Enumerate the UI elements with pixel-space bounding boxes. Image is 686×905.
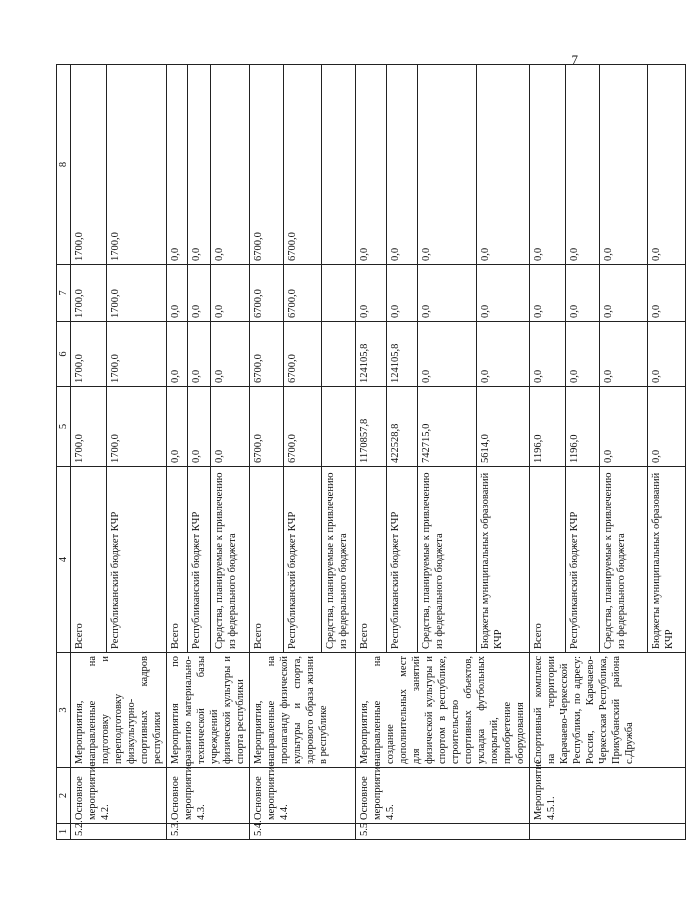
value-cell-5: 1700,0 [71,387,107,467]
value-cell-8: 1700,0 [71,65,107,265]
event-name-cell: Основное мероприятие 4.2. [71,768,167,824]
rotated-table-wrapper [56,64,675,840]
event-description-cell: Мероприятия по развитию материально-технической базы учреждений физической культуры и спорта республики [167,653,250,768]
event-description-cell: Мероприятия, направленные на пропаганду физической культуры и спорта, здорового образа жизни в республике [250,653,356,768]
value-cell-5: 1170857,8 [356,387,387,467]
value-cell-5: 1196,0 [530,387,566,467]
value-cell-7: 0,0 [167,265,188,322]
value-cell-8: 6700,0 [284,65,322,265]
page-number: 7 [571,52,578,67]
table-row [530,65,566,840]
value-cell-7: 0,0 [648,265,686,322]
value-cell-6: 0,0 [418,322,477,387]
value-cell-6: 0,0 [476,322,529,387]
value-cell-6: 0,0 [566,322,600,387]
funding-source-cell: Средства, планируемые к привлечению из федерального бюджета [210,467,249,653]
value-cell-7: 0,0 [387,265,418,322]
event-description-cell: Мероприятия, направленные на подготовку и переподготовку физкультурно-спортивных кадров республики [71,653,167,768]
funding-source-cell: Республиканский бюджет КЧР [107,467,167,653]
value-cell-6 [322,322,356,387]
value-cell-6: 6700,0 [284,322,322,387]
value-cell-8: 1700,0 [107,65,167,265]
value-cell-6: 0,0 [648,322,686,387]
value-cell-7 [322,265,356,322]
value-cell-7: 0,0 [210,265,249,322]
funding-source-cell: Бюджеты муниципальных образований КЧР [648,467,686,653]
row-number-cell: 5.5 [356,824,530,840]
budget-table [56,64,686,840]
value-cell-8: 0,0 [476,65,529,265]
value-cell-5: 0,0 [648,387,686,467]
value-cell-6: 0,0 [530,322,566,387]
column-header: 8 [57,65,71,265]
value-cell-8: 0,0 [187,65,210,265]
row-number-cell: 5.2. [71,824,167,840]
column-header: 1 [57,824,71,840]
funding-source-cell: Всего [250,467,284,653]
funding-source-cell: Всего [530,467,566,653]
value-cell-5: 5614,0 [476,387,529,467]
value-cell-8: 0,0 [600,65,648,265]
value-cell-5: 0,0 [210,387,249,467]
value-cell-8: 0,0 [210,65,249,265]
value-cell-5: 0,0 [600,387,648,467]
funding-source-cell: Средства, планируемые к привлечению из федерального бюджета [322,467,356,653]
funding-source-cell: Республиканский бюджет КЧР [187,467,210,653]
funding-source-cell: Республиканский бюджет КЧР [387,467,418,653]
funding-source-cell: Средства, планируемые к привлечению из федерального бюджета [600,467,648,653]
table-row [356,65,387,840]
funding-source-cell: Средства, планируемые к привлечению из федерального бюджета [418,467,477,653]
value-cell-6: 1700,0 [71,322,107,387]
value-cell-6: 0,0 [187,322,210,387]
value-cell-7: 0,0 [600,265,648,322]
value-cell-7: 0,0 [476,265,529,322]
funding-source-cell: Всего [356,467,387,653]
event-name-cell: Мероприятие 4.5.1. [530,768,686,824]
value-cell-7: 0,0 [566,265,600,322]
value-cell-8: 0,0 [418,65,477,265]
funding-source-cell: Республиканский бюджет КЧР [566,467,600,653]
event-name-cell: Основное мероприятие 4.3. [167,768,250,824]
value-cell-6: 124105,8 [387,322,418,387]
column-header: 5 [57,387,71,467]
event-description-cell: Спортивный комплекс на территории Карачаево-Черкесской Республики, по адресу: Россия, Карачаево-Черкесская Республика, Прикубанский района с.Дружба [530,653,686,768]
value-cell-7: 6700,0 [250,265,284,322]
value-cell-7: 6700,0 [284,265,322,322]
table-row [250,65,284,840]
value-cell-6: 1700,0 [107,322,167,387]
value-cell-5: 422528,8 [387,387,418,467]
value-cell-7: 0,0 [530,265,566,322]
value-cell-8: 0,0 [167,65,188,265]
value-cell-8: 0,0 [648,65,686,265]
column-header: 4 [57,467,71,653]
column-header: 3 [57,653,71,768]
value-cell-6: 6700,0 [250,322,284,387]
value-cell-8: 0,0 [566,65,600,265]
value-cell-6: 0,0 [210,322,249,387]
column-header: 7 [57,265,71,322]
value-cell-5: 1700,0 [107,387,167,467]
table-row [71,65,107,840]
row-number-cell: 5.4. [250,824,356,840]
value-cell-8: 0,0 [356,65,387,265]
funding-source-cell: Всего [71,467,107,653]
value-cell-5: 6700,0 [284,387,322,467]
value-cell-6: 0,0 [167,322,188,387]
value-cell-5: 742715,0 [418,387,477,467]
value-cell-5: 1196,0 [566,387,600,467]
row-number-cell: 5.3. [167,824,250,840]
funding-source-cell: Республиканский бюджет КЧР [284,467,322,653]
value-cell-7: 0,0 [187,265,210,322]
funding-source-cell: Бюджеты муниципальных образований КЧР [476,467,529,653]
header-row [57,65,71,840]
event-name-cell: Основное мероприятие 4.4. [250,768,356,824]
value-cell-7: 0,0 [418,265,477,322]
row-number-cell [530,824,686,840]
value-cell-6: 124105,8 [356,322,387,387]
column-header: 6 [57,322,71,387]
value-cell-8: 0,0 [387,65,418,265]
funding-source-cell: Всего [167,467,188,653]
value-cell-5: 0,0 [187,387,210,467]
value-cell-7: 1700,0 [71,265,107,322]
value-cell-7: 1700,0 [107,265,167,322]
value-cell-6: 0,0 [600,322,648,387]
value-cell-8 [322,65,356,265]
value-cell-7: 0,0 [356,265,387,322]
column-header: 2 [57,768,71,824]
value-cell-5 [322,387,356,467]
table-row [167,65,188,840]
value-cell-5: 6700,0 [250,387,284,467]
value-cell-8: 6700,0 [250,65,284,265]
value-cell-8: 0,0 [530,65,566,265]
value-cell-5: 0,0 [167,387,188,467]
event-description-cell: Мероприятия, направленные на создание дополнительных мест для занятий физической культуры и спортом в республике, строительство спортивных объектов, укладка футбольных покрытий, приобретение оборудования [356,653,530,768]
event-name-cell: Основное мероприятие 4.5. [356,768,530,824]
